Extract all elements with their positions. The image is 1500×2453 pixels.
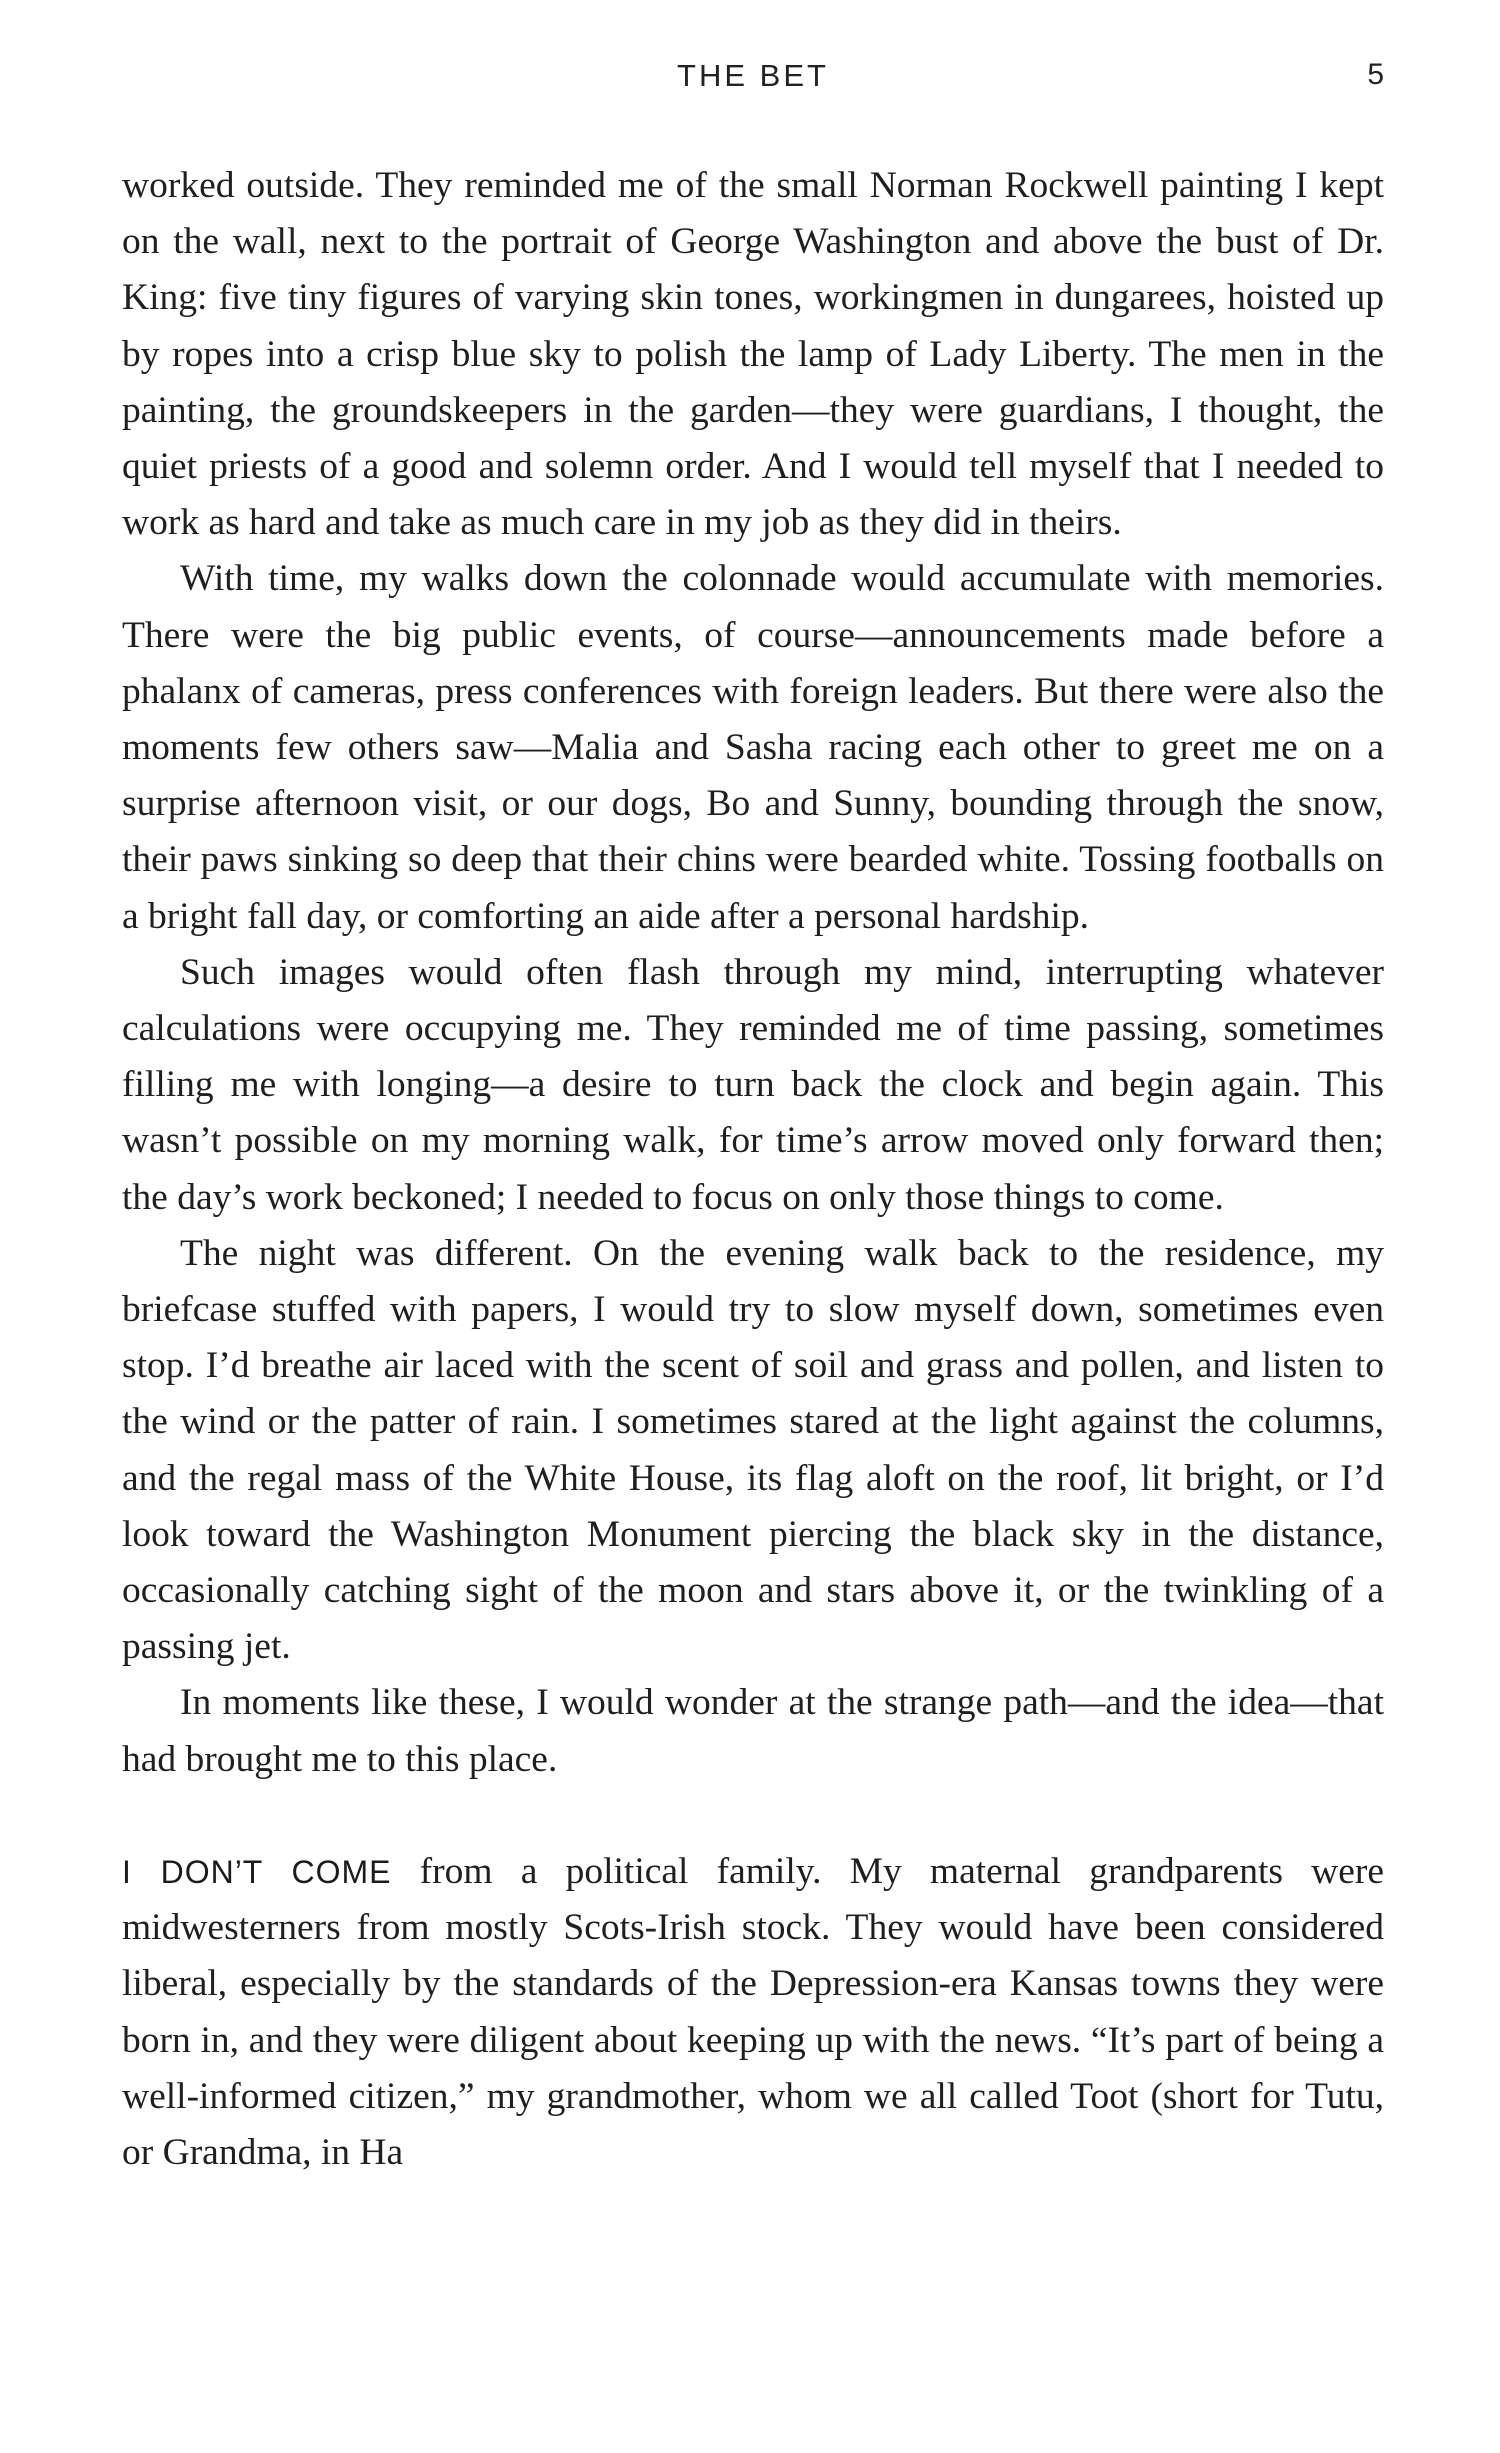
running-title: THE BET (677, 58, 829, 93)
paragraph-continued: worked outside. They reminded me of the small Norman Rockwell painting I kept on the wall, next to the portrait of George Washington and above the bust of Dr. King: five tiny figures of varying skin tones, workingmen in dungarees, hoisted up by ropes into a crisp blue sky to polish the lamp of Lady Liberty. The men in the painting, the groundskeepers in the garden—they were guardians, I thought, the quiet priests of a good and solemn order. And I would tell myself that I needed to work as hard and take as much care in my job as they did in theirs. (122, 165, 1384, 544)
body-text (122, 158, 1384, 2181)
paragraph-section-opening (122, 1844, 1384, 2181)
page-number: 5 (1367, 58, 1384, 91)
running-head (122, 58, 1384, 108)
section-lead-in: I DON’T COME (122, 1853, 392, 1890)
section-break (122, 1788, 1384, 1844)
paragraph-images-flash: Such images would often flash through my mind, interrupting whatever calculations were occupying me. They reminded me of time passing, sometimes filling me with longing—a desire to turn back the clock and begin again. This wasn’t possible on my morning walk, for time’s arrow moved only forward then; the day’s work beckoned; I needed to focus on only those things to come. (122, 951, 1384, 1218)
section-opening-text: from a political family. My maternal grandparents were midwesterners from mostly Scots-Irish stock. They would have been considered liberal, especially by the standards of the Depression-era Kansas towns they were born in, and they were diligent about keeping up with the news. “It’s part of being a well-informed citizen,” my grandmother, whom we all called Toot (short for Tutu, or Grandma, in Ha (122, 1850, 1384, 2173)
paragraph-night-walk: The night was different. On the evening walk back to the residence, my briefcase stuffed with papers, I would try to slow myself down, sometimes even stop. I’d breathe air laced with the scent of soil and grass and pollen, and listen to the wind or the patter of rain. I sometimes stared at the light against the columns, and the regal mass of the White House, its flag aloft on the roof, lit bright, or I’d look toward the Washington Monument piercing the black sky in the distance, occasionally catching sight of the moon and stars above it, or the twinkling of a passing jet. (122, 1232, 1384, 1668)
paragraph-colonnade-memories: With time, my walks down the colonnade would accumulate with memories. There were the big public events, of course—announcements made before a phalanx of cameras, press conferences with foreign leaders. But there were also the moments few others saw—Malia and Sasha racing each other to greet me on a surprise afternoon visit, or our dogs, Bo and Sunny, bounding through the snow, their paws sinking so deep that their chins were bearded white. Tossing footballs on a bright fall day, or comforting an aide after a personal hardship. (122, 558, 1384, 937)
paragraph-strange-path: In moments like these, I would wonder at the strange path—and the idea—that had brought me to this place. (122, 1682, 1384, 1780)
